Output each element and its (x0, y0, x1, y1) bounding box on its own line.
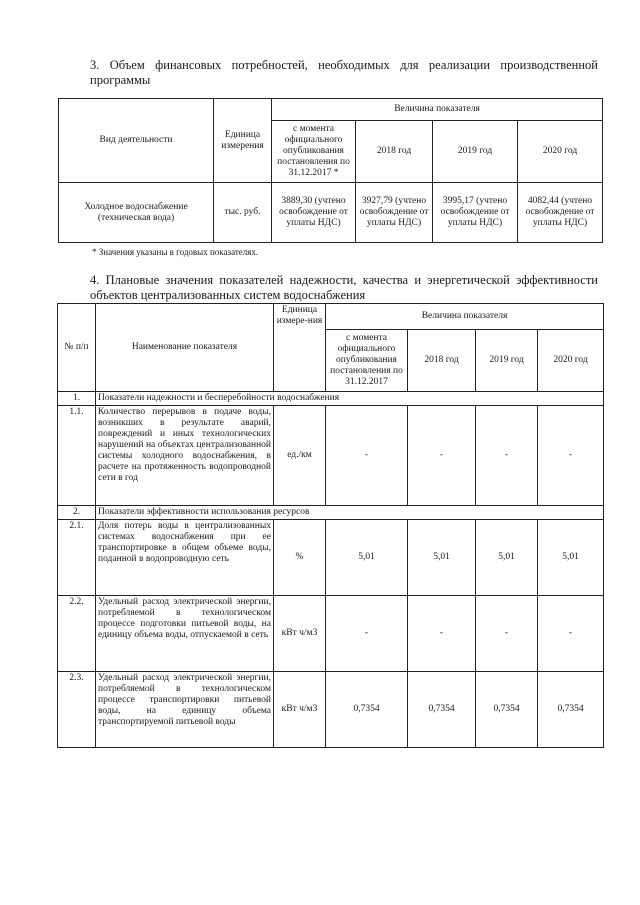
col-2018-header: 2018 год (356, 121, 433, 183)
row-value-2018: - (408, 406, 476, 506)
financial-table (58, 98, 603, 243)
section4-heading: 4. Плановые значения показателей надежности, качества и энергетической эффективности объектов централизованных систем водоснабжения (90, 273, 598, 302)
row-unit: кВт ч/м3 (274, 596, 326, 672)
row-value-2020: 5,01 (538, 520, 604, 596)
group-title: Показатели надежности и бесперебойности водоснабжения (96, 392, 604, 406)
row-value-from: 0,7354 (326, 672, 408, 748)
row-value-2018: 3927,79 (учтено освобождение от уплаты НДС) (356, 183, 433, 243)
group-title: Показатели эффективности использования ресурсов (96, 506, 604, 520)
row-num: 2.2. (58, 596, 96, 672)
row-value-2019: - (476, 596, 538, 672)
row-value-2018: 5,01 (408, 520, 476, 596)
row-unit: % (274, 520, 326, 596)
col-num-header: № п/п (58, 304, 96, 392)
row-value-2019: - (476, 406, 538, 506)
group-num: 2. (58, 506, 96, 520)
row-name: Удельный расход электрической энергии, потребляемой в технологическом процессе подготовки питьевой воды, на единицу объема воды, отпускаемой в сеть (96, 596, 274, 672)
row-value-from: - (326, 596, 408, 672)
col-value-group-header: Величина показателя (326, 304, 604, 330)
row-name: Доля потерь воды в централизованных системах водоснабжения при ее транспортировке в общем объеме воды, поданной в водопроводную сеть (96, 520, 274, 596)
row-value-2020: - (538, 596, 604, 672)
row-activity: Холодное водоснабжение (техническая вода) (59, 183, 214, 243)
row-unit: кВт ч/м3 (274, 672, 326, 748)
section3-footnote: * Значения указаны в годовых показателях. (92, 247, 259, 257)
section3-heading: 3. Объем финансовых потребностей, необходимых для реализации производственной программы (90, 58, 598, 87)
row-value-2019: 3995,17 (учтено освобождение от уплаты НДС) (433, 183, 518, 243)
col-value-group-header: Величина показателя (272, 99, 603, 121)
row-value-2020: 4082,44 (учтено освобождение от уплаты НДС) (518, 183, 603, 243)
col-2019-header: 2019 год (433, 121, 518, 183)
row-value-from: - (326, 406, 408, 506)
col-from-header: с момента официального опубликования постановления по 31.12.2017 (326, 330, 408, 392)
col-name-header: Наименование показателя (96, 304, 274, 392)
row-unit: ед./км (274, 406, 326, 506)
col-2020-header: 2020 год (518, 121, 603, 183)
row-num: 2.3. (58, 672, 96, 748)
row-name: Удельный расход электрической энергии, потребляемой в технологическом процессе транспортировки питьевой воды, на единицу объема транспортируемой питьевой воды (96, 672, 274, 748)
col-unit-header: Единица измерения (214, 99, 272, 183)
col-2018-header: 2018 год (408, 330, 476, 392)
row-value-from: 5,01 (326, 520, 408, 596)
row-value-from: 3889,30 (учтено освобождение от уплаты НДС) (272, 183, 356, 243)
row-value-2018: - (408, 596, 476, 672)
indicators-table (57, 303, 604, 748)
col-from-header: с момента официального опубликования постановления по 31.12.2017 * (272, 121, 356, 183)
row-value-2020: - (538, 406, 604, 506)
row-num: 2.1. (58, 520, 96, 596)
row-unit: тыс. руб. (214, 183, 272, 243)
row-value-2019: 5,01 (476, 520, 538, 596)
row-value-2018: 0,7354 (408, 672, 476, 748)
col-activity-header: Вид деятельности (59, 99, 214, 183)
row-num: 1.1. (58, 406, 96, 506)
col-2019-header: 2019 год (476, 330, 538, 392)
row-name: Количество перерывов в подаче воды, возникших в результате аварий, повреждений и иных технологических нарушений на объектах централизованной системы холодного водоснабжения, в расчете на протяженность водопроводной сети в год (96, 406, 274, 506)
row-value-2020: 0,7354 (538, 672, 604, 748)
col-2020-header: 2020 год (538, 330, 604, 392)
col-unit-header: Единица измере-ния (274, 304, 326, 392)
row-value-2019: 0,7354 (476, 672, 538, 748)
group-num: 1. (58, 392, 96, 406)
